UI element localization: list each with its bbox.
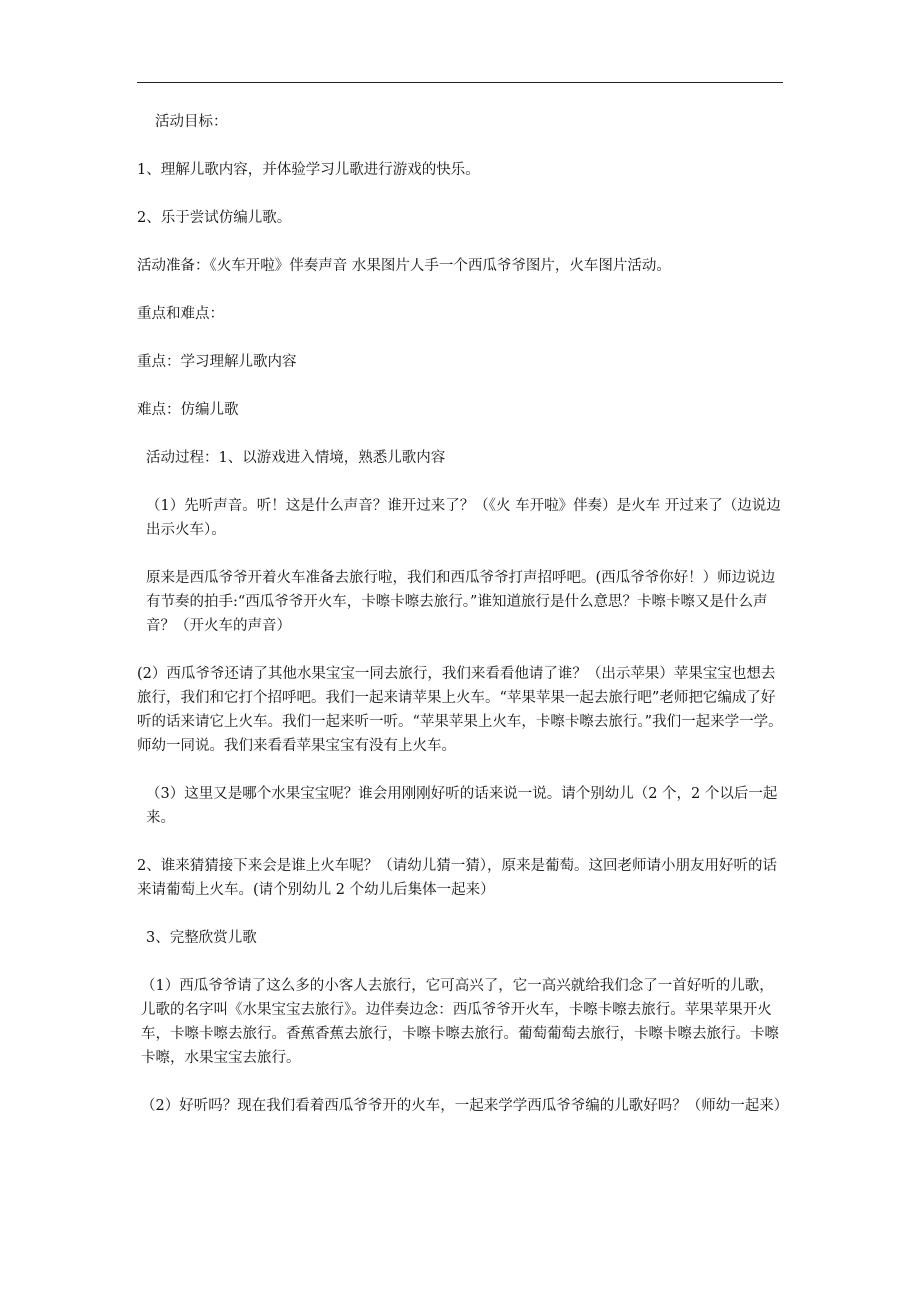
apple-paragraph: (2）西瓜爷爷还请了其他水果宝宝一同去旅行，我们来看看他请了谁？（出示苹果）苹果宝宝也想去旅行，我们和它打个招呼吧。我们一起来请苹果上火车。“苹果苹果一起去旅行吧”老师把它编成了好听的话来请它上火车。我们一起来听一听。“苹果苹果上火车，卡嚓卡嚓去旅行。”我们一起来学一学。师幼一同说。我们来看看苹果宝宝有没有上火车。 [137,666,783,754]
document-body [137,110,789,1142]
section-heading-key-points: 重点和难点： [137,306,224,322]
grape-paragraph: 2、谁来猜猜接下来会是谁上火车呢？（请幼儿猜一猜），原来是葡萄。这回老师请小朋友用好听的话来请葡萄上火车。(请个别幼儿 2 个幼儿后集体一起来） [137,858,777,898]
process-step-1-paragraph: （1）先听声音。听！这是什么声音？谁开过来了？（《火 车开啦》伴奏）是火车 开过来了（边说边出示火车）。 [146,498,781,538]
preparation-paragraph: 活动准备：《火车开啦》伴奏声音 水果图片人手一个西瓜爷爷图片，火车图片活动。 [137,258,671,274]
process-heading: 活动过程：1、以游戏进入情境，熟悉儿歌内容 [146,450,446,466]
key-point-paragraph: 重点：学习理解儿歌内容 [137,354,297,370]
section-heading-goals: 活动目标： [155,114,228,130]
song-paragraph: （1）西瓜爷爷请了这么多的小客人去旅行，它可高兴了，它一高兴就给我们念了一首好听的儿歌，儿歌的名字叫《水果宝宝去旅行》。边伴奏边念：西瓜爷爷开火车，卡嚓卡嚓去旅行。苹果苹果开火车，卡嚓卡嚓去旅行。香蕉香蕉去旅行，卡嚓卡嚓去旅行。葡萄葡萄去旅行，卡嚓卡嚓去旅行。卡嚓卡嚓，水果宝宝去旅行。 [141,978,779,1066]
fruit-baby-paragraph: （3）这里又是哪个水果宝宝呢？谁会用刚刚好听的话来说一说。请个别幼儿（2 个，2 个以后一起来。 [146,786,778,826]
closing-paragraph: （2）好听吗？现在我们看着西瓜爷爷开的火车，一起来学学西瓜爷爷编的儿歌好吗？（师幼一起来） [141,1098,789,1114]
difficulty-paragraph: 难点：仿编儿歌 [137,402,239,418]
goal-item-2: 2、乐于尝试仿编儿歌。 [137,210,292,226]
watermelon-grandpa-paragraph: 原来是西瓜爷爷开着火车准备去旅行啦，我们和西瓜爷爷打声招呼吧。(西瓜爷爷你好！）师边说边有节奏的拍手:“西瓜爷爷开火车，卡嚓卡嚓去旅行。”谁知道旅行是什么意思？卡嚓卡嚓又是什么声音？（开火车的声音） [146,570,776,634]
goal-item-1: 1、理解儿歌内容，并体验学习儿歌进行游戏的快乐。 [137,162,480,178]
appreciate-song-heading: 3、完整欣赏儿歌 [146,930,257,946]
header-rule [137,82,783,83]
